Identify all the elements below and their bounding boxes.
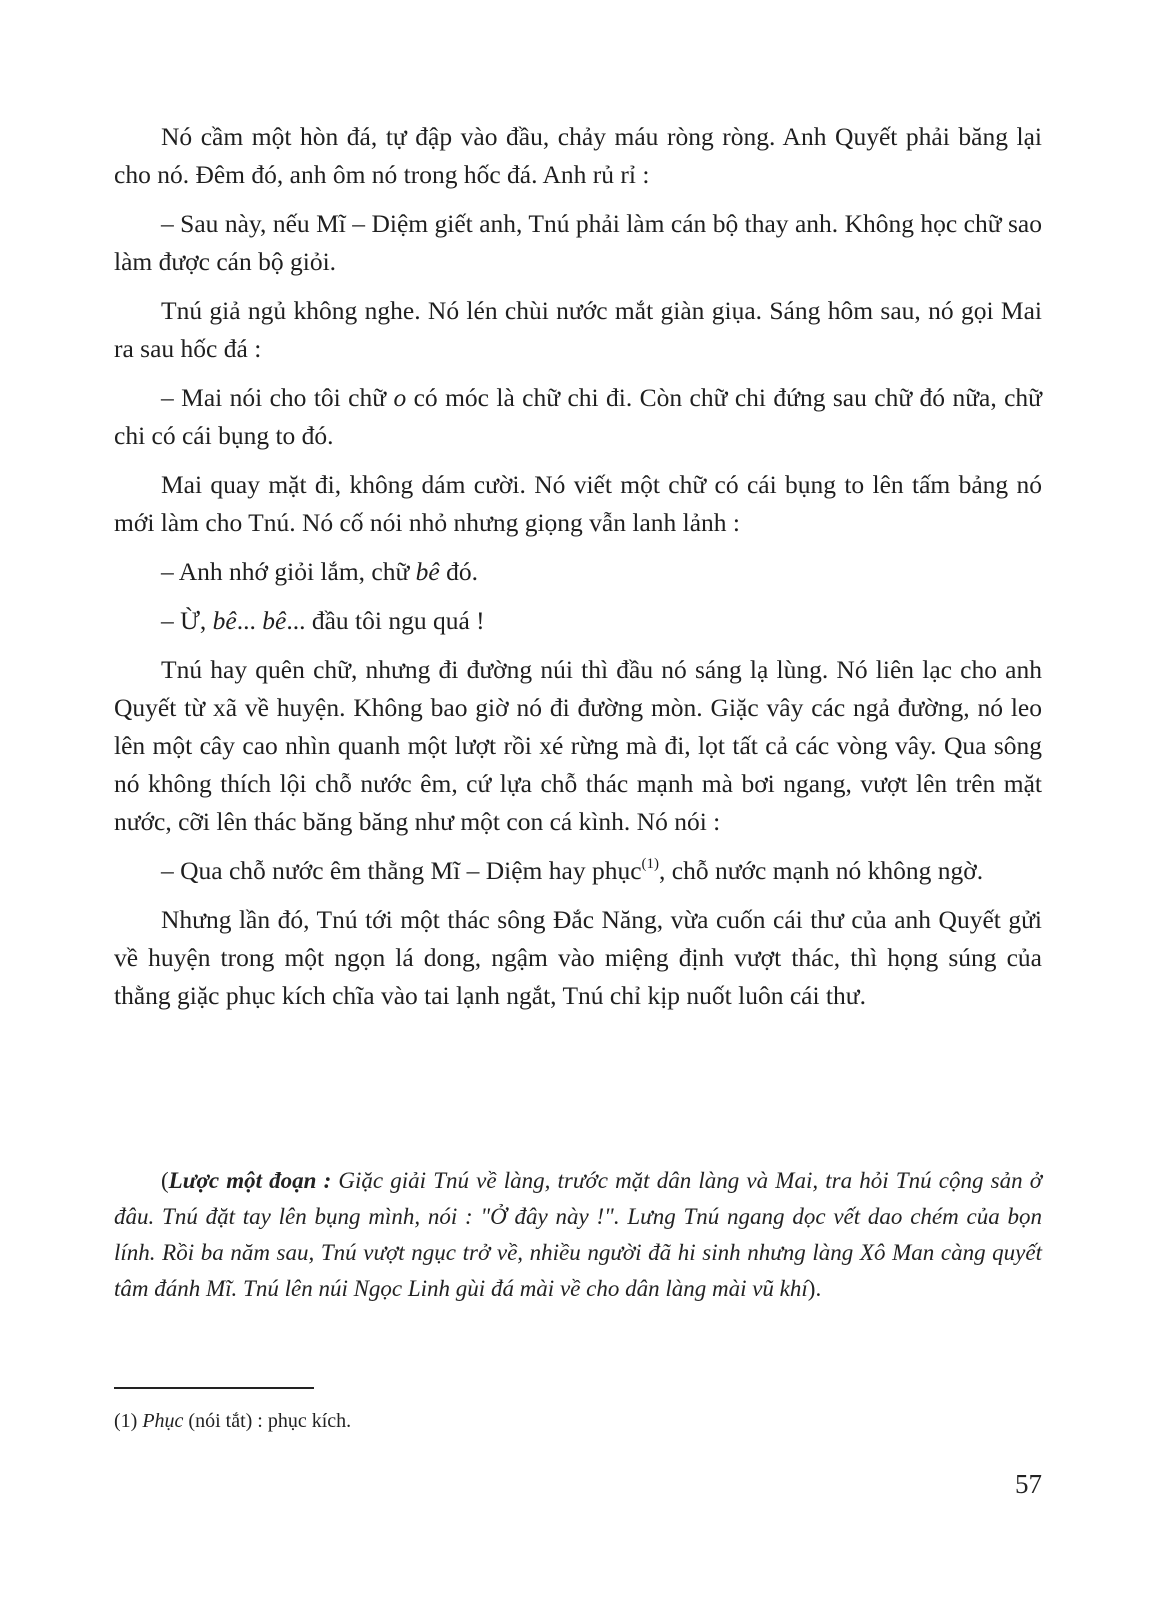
paragraph-8: Tnú hay quên chữ, nhưng đi đường núi thì đầu nó sáng lạ lùng. Nó liên lạc cho anh Quyết từ xã về huyện. Không bao giờ nó đi đường mòn. Giặc vây các ngả đường, nó leo lên một cây cao nhìn quanh một lượt rồi xé rừng mà đi, lọt tất cả các vòng vây. Qua sông nó không thích lội chỗ nước êm, cứ lựa chỗ thác mạnh mà bơi ngang, vượt lên trên mặt nước, cỡi lên thác băng băng như một con cá kình. Nó nói : <box>114 655 1042 836</box>
text-run: có móc là chữ chi đi. Còn chữ chi đứng sau chữ đó nữa, chữ chi có cái bụng to đó. <box>114 383 1042 450</box>
open-paren: ( <box>161 1168 169 1193</box>
text-run: ... <box>236 606 263 635</box>
close-paren: ). <box>807 1276 822 1301</box>
footnote-reference[interactable]: (1) <box>641 856 660 872</box>
page-number: 57 <box>1015 1469 1042 1499</box>
omitted-section-summary <box>114 1163 1042 1307</box>
paragraph-6 <box>114 553 1042 591</box>
summary-paragraph <box>114 1163 1042 1307</box>
main-text <box>114 118 1042 1026</box>
footnote-text: (nói tắt) : phục kích. <box>183 1410 352 1432</box>
text-run: đó. <box>439 557 478 586</box>
footnote-term: Phục <box>142 1410 184 1432</box>
footnote-divider <box>114 1387 314 1389</box>
paragraph-7 <box>114 602 1042 640</box>
paragraph-5: Mai quay mặt đi, không dám cười. Nó viết một chữ có cái bụng to lên tấm bảng nó mới làm cho Tnú. Nó cố nói nhỏ nhưng giọng vẫn lanh lảnh : <box>114 470 1042 537</box>
paragraph-4 <box>114 379 1042 455</box>
text-run: ... đầu tôi ngu quá ! <box>286 606 485 635</box>
italic-word: bê <box>212 606 237 635</box>
paragraph-9 <box>114 852 1042 890</box>
italic-letter: o <box>393 383 407 412</box>
paragraph-1: Nó cầm một hòn đá, tự đập vào đầu, chảy máu ròng ròng. Anh Quyết phải băng lại cho nó. Đêm đó, anh ôm nó trong hốc đá. Anh rủ rỉ : <box>114 122 1042 189</box>
italic-word: bê <box>415 557 440 586</box>
text-run: – Mai nói cho tôi chữ <box>161 383 394 412</box>
text-run: , chỗ nước mạnh nó không ngờ. <box>659 856 984 885</box>
paragraph-3: Tnú giả ngủ không nghe. Nó lén chùi nước mắt giàn giụa. Sáng hôm sau, nó gọi Mai ra sau hốc đá : <box>114 296 1042 363</box>
footnote <box>114 1407 814 1435</box>
paragraph-10: Nhưng lần đó, Tnú tới một thác sông Đắc Năng, vừa cuốn cái thư của anh Quyết gửi về huyện trong một ngọn lá dong, ngậm vào miệng định vượt thác, thì họng súng của thằng giặc phục kích chĩa vào tai lạnh ngắt, Tnú chỉ kịp nuốt luôn cái thư. <box>114 905 1042 1010</box>
italic-word: bê <box>262 606 287 635</box>
summary-text: Giặc giải Tnú về làng, trước mặt dân làng và Mai, tra hỏi Tnú cộng sản ở đâu. Tnú đặt tay lên bụng mình, nói : "Ở đây này !". Lưng Tnú ngang dọc vết dao chém của bọn lính. Rồi ba năm sau, Tnú vượt ngục trở về, nhiều người đã hi sinh nhưng làng Xô Man càng quyết tâm đánh Mĩ. Tnú lên núi Ngọc Linh gùi đá mài về cho dân làng mài vũ khí <box>114 1168 1042 1301</box>
summary-lead: Lược một đoạn : <box>168 1168 332 1193</box>
text-run: – Qua chỗ nước êm thằng Mĩ – Diệm hay phục <box>161 856 642 885</box>
text-run: – Anh nhớ giỏi lắm, chữ <box>161 557 416 586</box>
paragraph-2: – Sau này, nếu Mĩ – Diệm giết anh, Tnú phải làm cán bộ thay anh. Không học chữ sao làm được cán bộ giỏi. <box>114 209 1042 276</box>
footnote-marker: (1) <box>114 1410 143 1432</box>
text-run: – Ừ, <box>161 606 213 635</box>
